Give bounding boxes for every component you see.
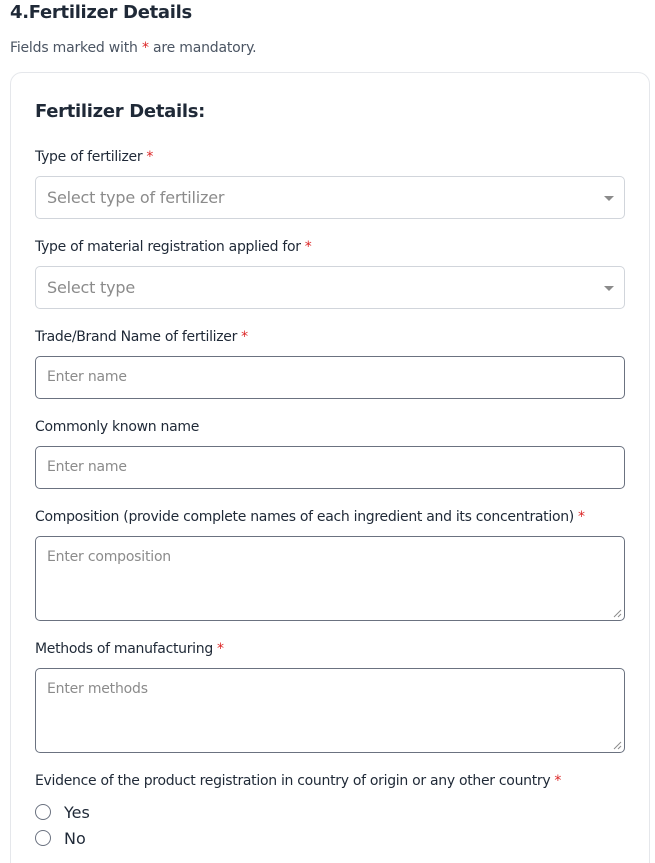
mandatory-note-prefix: Fields marked with: [10, 40, 142, 56]
trade-name-label: [35, 329, 248, 345]
radio-label-yes: Yes: [64, 802, 90, 822]
registration-evidence-option-no[interactable]: [35, 828, 86, 848]
registration-evidence-label-text: Evidence of the product registration in country of origin or any other country: [35, 773, 551, 789]
required-asterisk: *: [554, 773, 562, 789]
resize-grip-icon[interactable]: [613, 741, 622, 750]
common-name-placeholder: Enter name: [47, 459, 127, 475]
manufacturing-methods-textarea[interactable]: [35, 668, 625, 753]
composition-label: [35, 509, 585, 525]
mandatory-note-suffix: are mandatory.: [148, 40, 257, 56]
fertilizer-type-select[interactable]: [35, 176, 625, 219]
section-title: 4.Fertilizer Details: [10, 2, 192, 23]
manufacturing-methods-placeholder: Enter methods: [47, 681, 148, 697]
registration-type-select[interactable]: [35, 266, 625, 309]
common-name-label-text: Commonly known name: [35, 419, 200, 435]
registration-evidence-option-yes[interactable]: [35, 802, 90, 822]
caret-down-icon: [604, 196, 614, 201]
required-asterisk: *: [141, 40, 149, 56]
trade-name-input[interactable]: [35, 356, 625, 399]
fertilizer-details-card: [10, 72, 650, 863]
radio-button-yes[interactable]: [35, 804, 51, 820]
fertilizer-type-label-text: Type of fertilizer: [35, 149, 143, 165]
trade-name-placeholder: Enter name: [47, 369, 127, 385]
card-title: Fertilizer Details:: [35, 101, 206, 122]
required-asterisk: *: [304, 239, 312, 255]
registration-evidence-label: [35, 773, 561, 789]
registration-type-placeholder: Select type: [47, 278, 135, 297]
required-asterisk: *: [146, 149, 154, 165]
mandatory-note: [10, 40, 256, 56]
trade-name-label-text: Trade/Brand Name of fertilizer: [35, 329, 238, 345]
composition-textarea[interactable]: [35, 536, 625, 621]
composition-placeholder: Enter composition: [47, 549, 171, 565]
composition-label-text: Composition (provide complete names of each ingredient and its concentration): [35, 509, 574, 525]
fertilizer-type-label: [35, 149, 153, 165]
registration-type-label: [35, 239, 311, 255]
common-name-input[interactable]: [35, 446, 625, 489]
radio-button-no[interactable]: [35, 830, 51, 846]
common-name-label: [35, 419, 199, 435]
required-asterisk: *: [241, 329, 248, 345]
fertilizer-type-placeholder: Select type of fertilizer: [47, 188, 225, 207]
radio-label-no: No: [64, 828, 86, 848]
required-asterisk: *: [577, 509, 585, 525]
manufacturing-methods-label: [35, 641, 224, 657]
registration-type-label-text: Type of material registration applied for: [35, 239, 301, 255]
resize-grip-icon[interactable]: [613, 609, 622, 618]
caret-down-icon: [604, 286, 614, 291]
manufacturing-methods-label-text: Methods of manufacturing: [35, 641, 213, 657]
required-asterisk: *: [216, 641, 224, 657]
